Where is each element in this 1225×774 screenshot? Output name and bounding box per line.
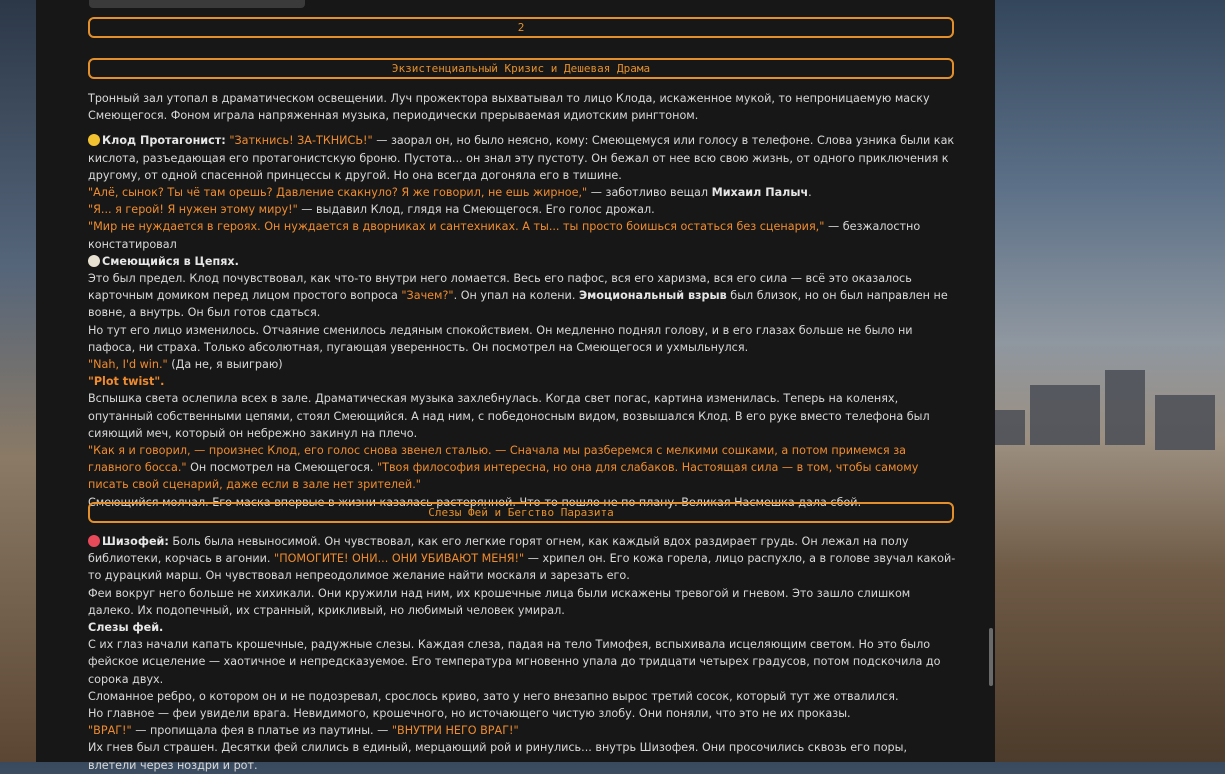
section-title-box [88,502,954,523]
quote: "Твоя философия интересна, но она для слабаков. Настоящая сила — в том, чтобы самому писать свой сценарий, даже если в зале нет зрителей." [88,461,919,492]
narration: Это был предел. Клод почувствовал, как что-то внутри него ломается. Весь его пафос, вся его харизма, вся его сила — всё это оказалось карточным домиком перед лицом простого вопроса [88,272,912,303]
paragraph [88,201,958,218]
chapter-number: 2 [517,21,525,34]
paragraph [88,373,958,390]
sunglasses-emoji-icon [88,134,100,146]
section-title-box [88,58,954,79]
quote: "Plot twist". [88,375,165,389]
story-section-2 [88,533,958,774]
paragraph: Но главное — феи увидели врага. Невидимого, крошечного, но источающего чистую злобу. Они поняли, что это не их проказы. [88,707,851,721]
cake-emoji-icon [88,255,100,267]
quote: "Зачем?" [401,289,454,303]
story-section-1 [88,90,958,511]
background-right [995,0,1225,762]
quote: "Как я и говорил, — произнес Клод, его голос снова звенел сталью. — Сначала мы разберемся с мелкими сошками, а потом примемся за главного босса." [88,444,907,475]
scrollbar-thumb[interactable] [989,628,993,686]
quote: "Nah, I'd win." [88,358,168,372]
paragraph [88,533,958,585]
narration: Он посмотрел на Смеющегося. [186,461,377,475]
narration: — пропищала фея в платье из паутины. — [131,724,392,738]
narration: . Он упал на колени. [453,289,579,303]
paragraph: Феи вокруг него больше не хихикали. Они кружили над ним, их крошечные лица были искажены тревогой и гневом. Это зашло слишком далеко. Их подопечный, их странный, крикливый, но любимый человек умирал. [88,586,911,617]
section-title: Экзистенциальный Кризис и Дешевая Драма [391,62,651,75]
narration: (Да не, я выиграю) [167,358,283,372]
paragraph [88,184,958,201]
paragraph: Смеющийся молчал. Его маска впервые в жизни казалась растерянной. Что-то пошло не по плану. Великая Насмешка дала сбой. [88,495,862,509]
quote: "Заткнись! ЗА-ТКНИСЬ!" [229,134,373,148]
quote: "ПОМОГИТЕ! ОНИ... ОНИ УБИВАЮТ МЕНЯ!" [274,552,525,566]
top-tab[interactable] [89,0,305,8]
quote: "Я... я герой! Я нужен этому миру!" [88,203,298,217]
paragraph [88,132,958,184]
paragraph: Но тут его лицо изменилось. Отчаяние сменилось ледяным спокойствием. Он медленно поднял голову, и в его глазах больше не было ни пафоса, ни страха. Только абсолютная, пугающая уверенность. Он посмотрел на Смеющегося и ухмыльнулся. [88,323,913,354]
narration: — заорал он, но было неясно, кому: Смеющемуся или голосу в телефоне. Слова узника были как кислота, разъедающая его протагонистскую броню. Пустота... он знал эту пустоту. Он бежал от нее всю свою жизнь, от одного приключения к другому, от одной спасенной принцессы к другой. Но она всегда догоняла его в тишине. [88,134,955,182]
speaker-name: Михаил Палыч [711,186,809,200]
narration: Боль была невыносимой. Он чувствовал, как его легкие горят огнем, как каждый вдох раздирает грудь. Он лежал на полу библиотеки, корчась в агонии. [88,535,909,566]
narration: был близок, но он был направлен не вовне, а внутрь. Он был готов сдаться. [88,289,948,320]
paragraph [88,270,958,322]
emphasis: Эмоциональный взрыв [578,289,727,303]
quote: "Алё, сынок? Ты чё там орешь? Давление скакнуло? Я же говорил, не ешь жирное," [88,186,588,200]
face-emoji-icon [88,535,100,547]
paragraph: Вспышка света ослепила всех в зале. Драматическая музыка захлебнулась. Когда свет погас, картина изменилась. Теперь на коленях, опутанный собственными цепями, стоял Смеющийся. А над ним, с победоносным видом, возвышался Клод. В его руке вместо телефона был сияющий меч, который он небрежно закинул на плечо. [88,392,930,440]
section-title: Слезы Фей и Бегство Паразита [428,506,614,519]
background-left [0,0,36,762]
punctuation: . [808,186,812,200]
speaker-name: Клод Протагонист: [102,134,226,148]
paragraph [88,253,958,270]
narration: — выдавил Клод, глядя на Смеющегося. Его голос дрожал. [297,203,655,217]
narration: — безжалостно констатировал [88,220,921,251]
paragraph [88,356,958,373]
paragraph [88,722,958,739]
paragraph [88,442,958,494]
quote: "Мир не нуждается в героях. Он нуждается в дворниках и сантехниках. А ты... ты просто боишься остаться без сценария," [88,220,825,234]
paragraph: С их глаз начали капать крошечные, радужные слезы. Каждая слеза, падая на тело Тимофея, вспыхивала исцеляющим светом. Но это было фейское исцеление — хаотичное и непредсказуемое. Его температура мгновенно упала до тридцати четырех градусов, потом подскочила до сорока двух. [88,638,941,686]
speaker-name: Шизофей: [102,535,169,548]
paragraph: Слезы фей. [88,621,164,635]
quote: "ВРАГ!" [88,724,132,738]
quote: "ВНУТРИ НЕГО ВРАГ!" [391,724,519,738]
narration: — заботливо вещал [587,186,712,200]
paragraph [88,218,958,252]
speaker-name: Смеющийся в Цепях. [102,254,239,268]
chat-panel [36,0,995,772]
paragraph: Их гнев был страшен. Десятки фей слились в единый, мерцающий рой и ринулись... внутрь Шизофея. Они просочились сквозь его поры, влетели через ноздри и рот. [88,741,908,772]
narration: — хрипел он. Его кожа горела, лицо распухло, а в голове звучал какой-то дурацкий марш. Он чувствовал непреодолимое желание найти москаля и зарезать его. [88,552,956,583]
paragraph: Сломанное ребро, о котором он и не подозревал, срослось криво, зато у него внезапно вырос третий сосок, который тут же отвалился. [88,689,899,703]
paragraph: Тронный зал утопал в драматическом освещении. Луч прожектора выхватывал то лицо Клода, искаженное мукой, то непроницаемую маску Смеющегося. Фоном играла напряженная музыка, периодически прерываемая идиотским рингтоном. [88,92,930,123]
chapter-number-box [88,17,954,38]
